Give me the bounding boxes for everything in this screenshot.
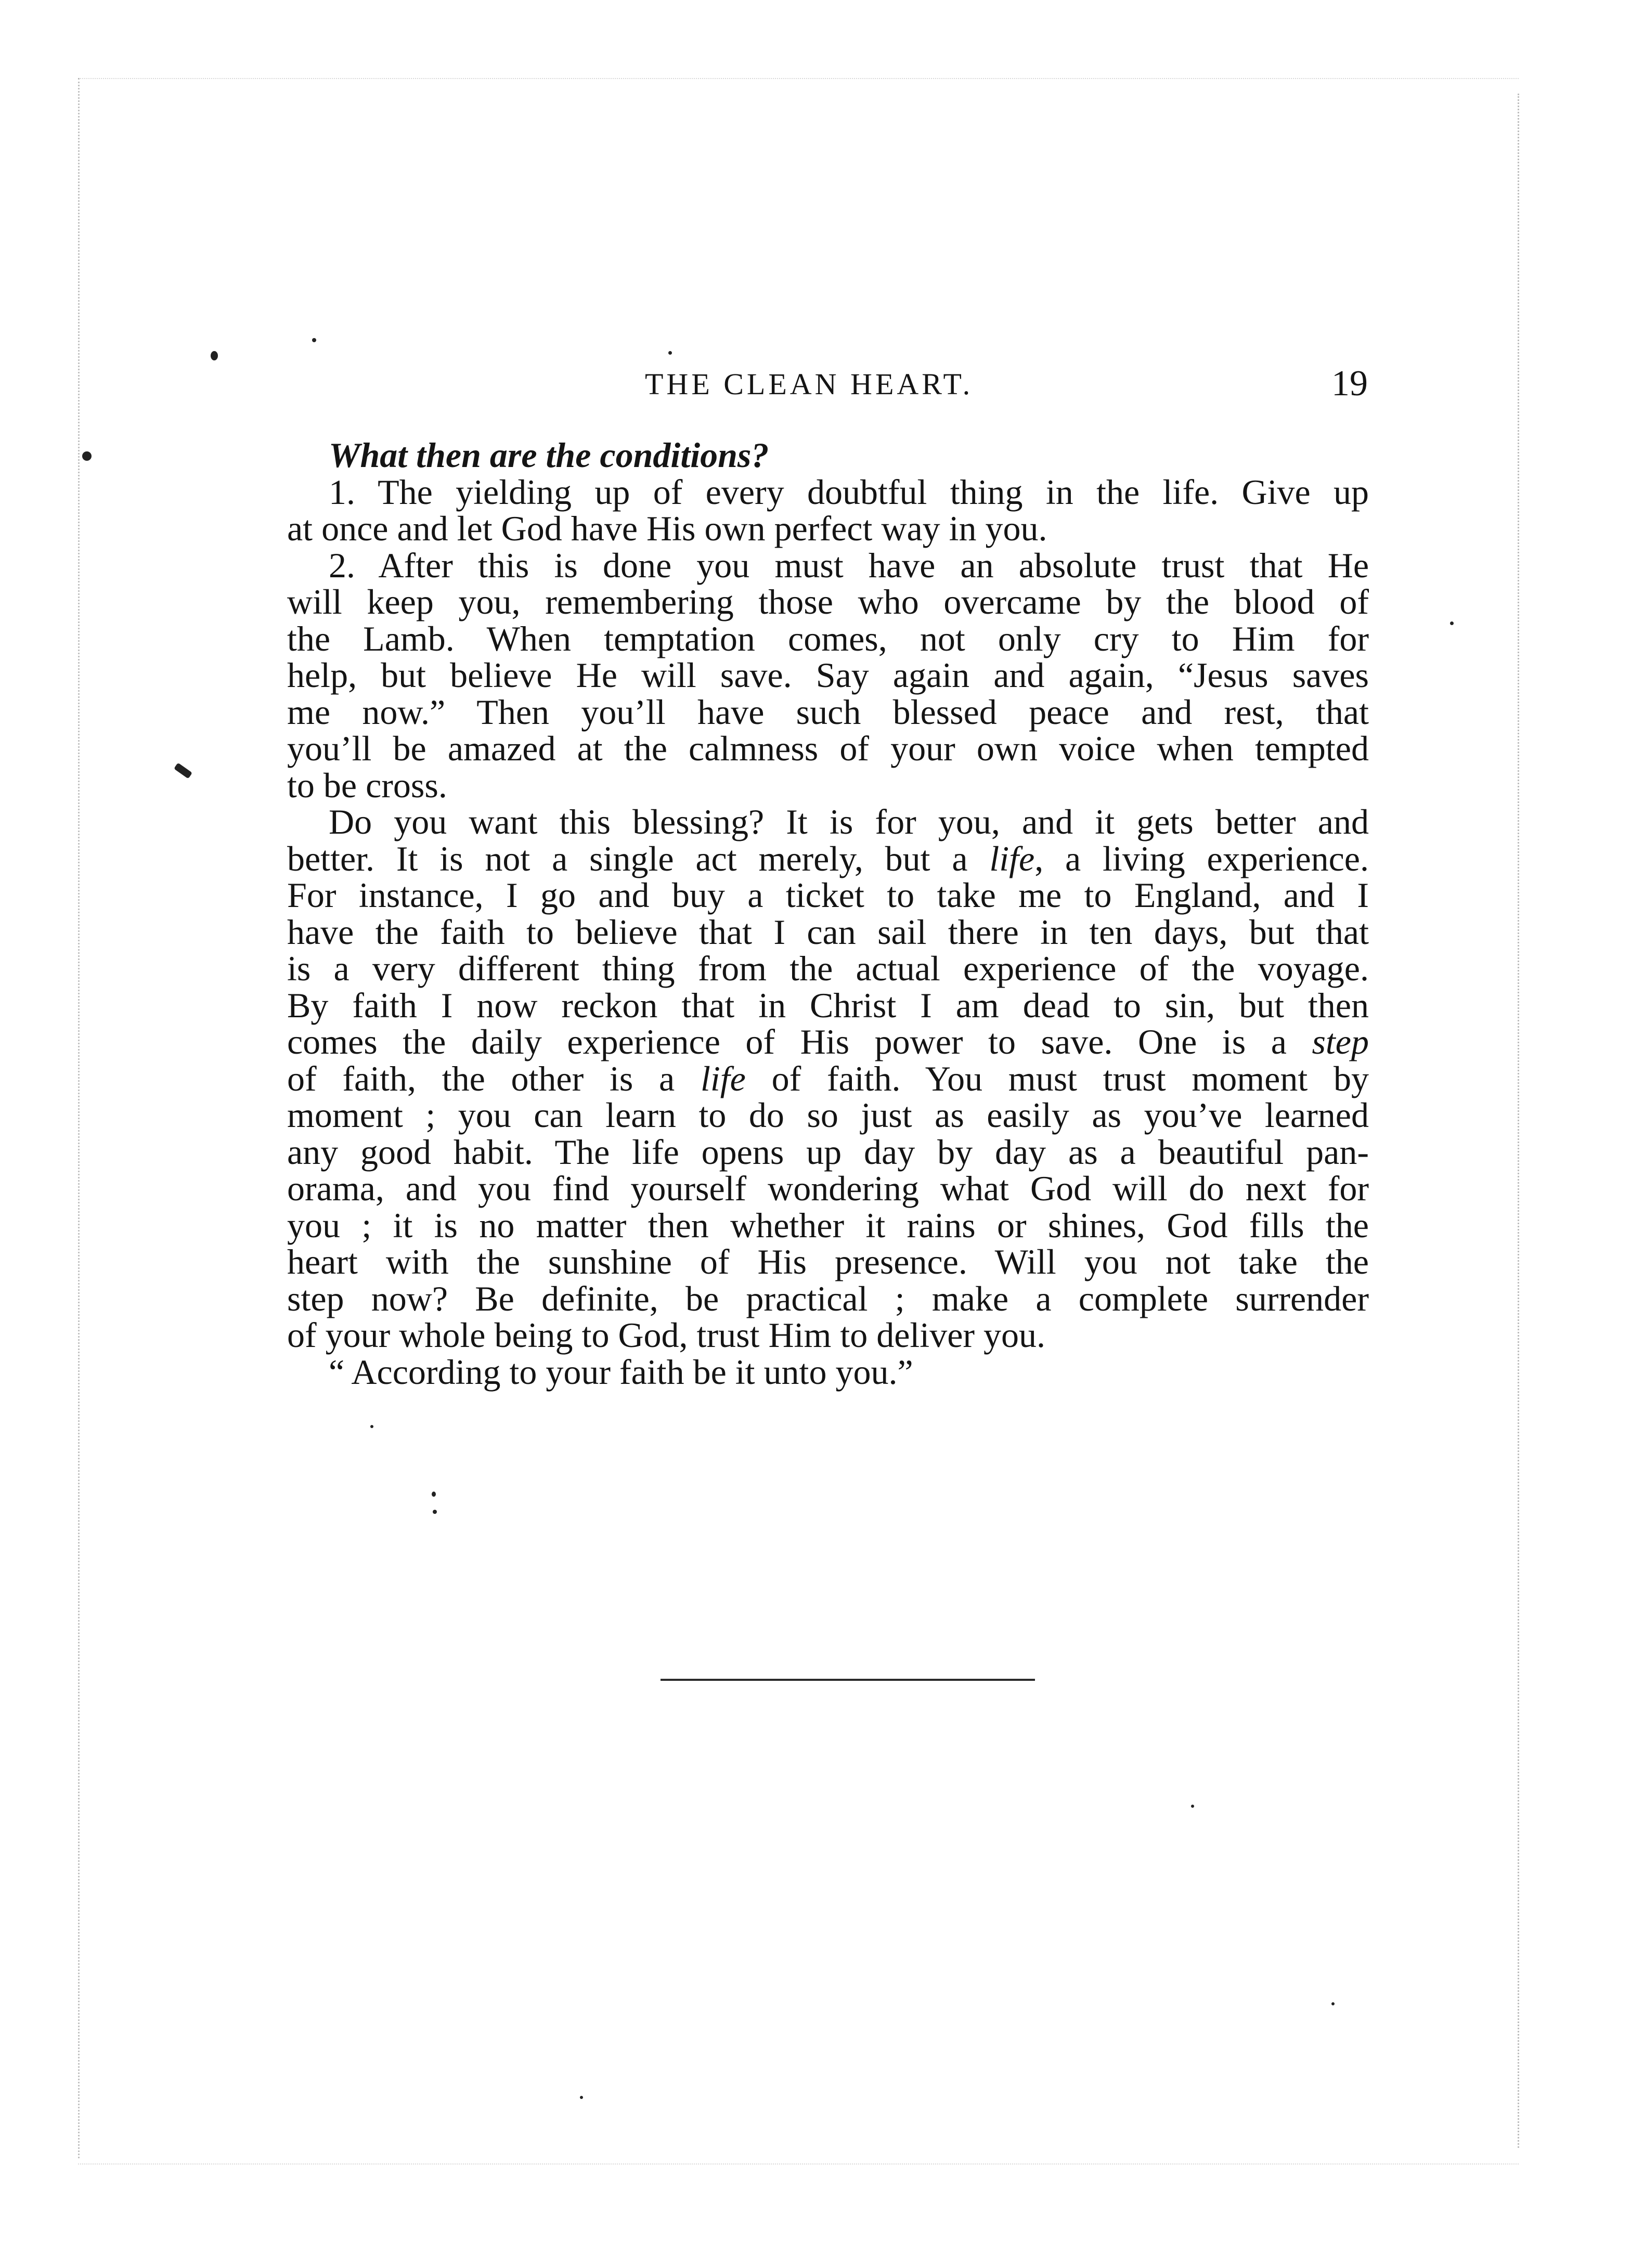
ink-speck: [211, 351, 218, 360]
emphasis-word: step: [1312, 1022, 1369, 1061]
text-fragment: , a living experience.: [1034, 838, 1369, 878]
text-line: Do you want this blessing? It is for you, and it gets better and: [329, 802, 1369, 841]
section-end-rule: [661, 1679, 1035, 1681]
text-line: heart with the sunshine of His presence. Will you not take the: [287, 1242, 1369, 1281]
text-line: you ; it is no matter then whether it rains or shines, God fills the: [287, 1205, 1369, 1245]
text-line: By faith I now reckon that in Christ I am dead to sin, but then: [287, 985, 1369, 1025]
text-line: the Lamb. When temptation comes, not only cry to Him for: [287, 618, 1369, 658]
text-line: to be cross.: [287, 765, 447, 805]
text-fragment: of faith, the other is a: [287, 1058, 701, 1098]
scan-edge-top: [78, 78, 1519, 80]
text-line: [287, 1023, 1369, 1060]
text-line: 1. The yielding up of every doubtful thing in the life. Give up: [329, 472, 1369, 512]
scan-edge-right: [1518, 94, 1521, 2148]
section-heading: What then are the conditions?: [329, 435, 769, 475]
running-title: THE CLEAN HEART.: [645, 367, 974, 401]
ink-speck: [1450, 621, 1454, 625]
emphasis-word: life: [700, 1058, 746, 1098]
scan-edge-left: [78, 78, 82, 2158]
scan-edge-bottom: [78, 2163, 1519, 2166]
text-fragment: of faith. You must trust moment by: [745, 1058, 1369, 1098]
text-line: of your whole being to God, trust Him to deliver you.: [287, 1315, 1046, 1355]
ink-speck: [668, 351, 672, 355]
ink-speck: [1191, 1805, 1194, 1808]
ink-speck: [174, 763, 192, 779]
text-line: help, but believe He will save. Say again and again, “Jesus saves: [287, 655, 1369, 695]
text-line: at once and let God have His own perfect way in you.: [287, 509, 1047, 548]
ink-speck: [82, 451, 92, 461]
text-line: any good habit. The life opens up day by day as a beautiful pan-: [287, 1132, 1369, 1172]
text-line: is a very different thing from the actual experience of the voyage.: [287, 949, 1369, 988]
text-line: 2. After this is done you must have an absolute trust that He: [329, 545, 1369, 585]
text-fragment: comes the daily experience of His power to save. One is a: [287, 1022, 1312, 1061]
text-line: will keep you, remembering those who overcame by the blood of: [287, 582, 1369, 621]
text-fragment: better. It is not a single act merely, but a: [287, 838, 990, 878]
ink-speck: [432, 1492, 436, 1497]
text-line: [287, 840, 1369, 877]
text-line: moment ; you can learn to do so just as easily as you’ve learned: [287, 1095, 1369, 1135]
ink-speck: [580, 2096, 583, 2099]
closing-quote: “ According to your faith be it unto you.”: [329, 1352, 913, 1392]
text-line: step now? Be definite, be practical ; make a complete surrender: [287, 1278, 1369, 1318]
body-text: [287, 437, 1369, 1390]
emphasis-word: life: [989, 838, 1035, 878]
ink-speck: [1331, 2002, 1335, 2005]
ink-speck: [433, 1510, 437, 1514]
page-number: 19: [1331, 364, 1368, 404]
text-line: For instance, I go and buy a ticket to take me to England, and I: [287, 875, 1369, 915]
ink-speck: [370, 1425, 373, 1428]
text-line: orama, and you find yourself wondering what God will do next for: [287, 1169, 1369, 1208]
text-line: have the faith to believe that I can sail there in ten days, but that: [287, 912, 1369, 952]
text-line: [287, 1060, 1369, 1097]
text-line: me now.” Then you’ll have such blessed peace and rest, that: [287, 692, 1369, 732]
ink-speck: [312, 338, 316, 342]
text-line: you’ll be amazed at the calmness of your own voice when tempted: [287, 729, 1369, 768]
